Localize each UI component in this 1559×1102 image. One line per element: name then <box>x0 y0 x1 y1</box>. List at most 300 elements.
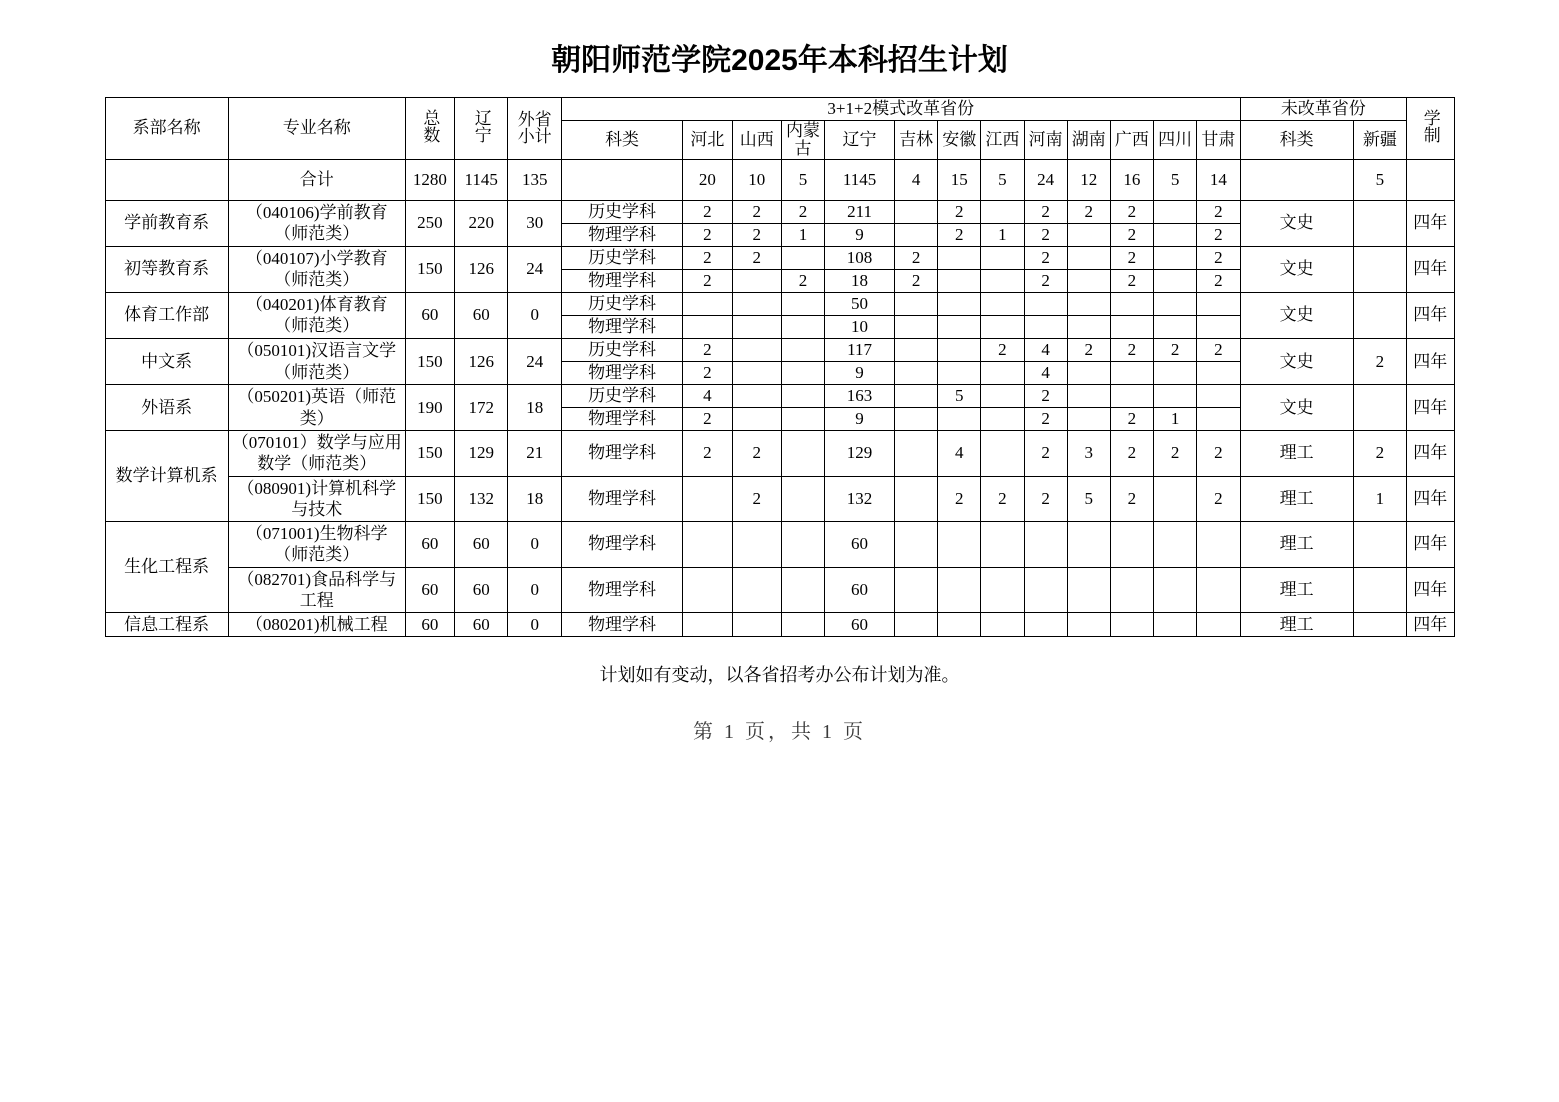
province-hunan <box>1067 385 1110 408</box>
province-neimenggu <box>781 246 824 269</box>
major-name: （070101）数学与应用数学（师范类） <box>228 431 405 477</box>
province-neimenggu <box>781 408 824 431</box>
province-sichuan <box>1154 223 1197 246</box>
province-jiangxi <box>981 522 1024 568</box>
province-gansu <box>1197 315 1240 338</box>
header-province-shanxi: 山西 <box>732 121 781 160</box>
province-henan: 2 <box>1024 385 1067 408</box>
major-name: （040106)学前教育（师范类） <box>228 200 405 246</box>
page-title: 朝阳师范学院2025年本科招生计划 <box>551 44 1008 77</box>
province-jiangxi: 2 <box>981 476 1024 522</box>
province-sichuan <box>1154 476 1197 522</box>
subject-category: 物理学科 <box>561 269 682 292</box>
province-anhui <box>938 292 981 315</box>
province-hebei: 2 <box>683 408 732 431</box>
province-liaoning: 163 <box>825 385 895 408</box>
major-total: 250 <box>405 200 454 246</box>
province-hebei <box>683 476 732 522</box>
dept-name: 初等教育系 <box>105 246 228 292</box>
province-jilin <box>894 613 937 637</box>
major-total: 150 <box>405 246 454 292</box>
province-gansu: 2 <box>1197 339 1240 362</box>
province-jiangxi <box>981 315 1024 338</box>
province-sichuan: 2 <box>1154 431 1197 477</box>
province-gansu: 2 <box>1197 269 1240 292</box>
subject-category: 物理学科 <box>561 362 682 385</box>
subject-category: 历史学科 <box>561 246 682 269</box>
header-subject-category-unreform: 科类 <box>1240 121 1353 160</box>
province-henan: 2 <box>1024 408 1067 431</box>
table-row <box>105 476 1454 522</box>
header-total-text: 总数 <box>420 108 440 143</box>
province-xinjiang <box>1353 522 1406 568</box>
summary-liaoning: 1145 <box>455 159 508 200</box>
summary-province-gansu: 14 <box>1197 159 1240 200</box>
subject-category: 历史学科 <box>561 292 682 315</box>
province-sichuan <box>1154 200 1197 223</box>
header-province-xinjiang: 新疆 <box>1353 121 1406 160</box>
header-out-province-subtotal <box>508 98 561 160</box>
province-gansu <box>1197 362 1240 385</box>
table-row <box>105 567 1454 613</box>
dept-name: 生化工程系 <box>105 522 228 613</box>
province-shanxi <box>732 408 781 431</box>
province-jilin <box>894 223 937 246</box>
province-anhui <box>938 567 981 613</box>
province-gansu: 2 <box>1197 431 1240 477</box>
major-total: 150 <box>405 476 454 522</box>
province-gansu <box>1197 613 1240 637</box>
province-hunan <box>1067 315 1110 338</box>
summary-row <box>105 159 1454 200</box>
province-guangxi: 2 <box>1110 246 1153 269</box>
table-head <box>105 98 1454 160</box>
province-henan: 4 <box>1024 362 1067 385</box>
province-neimenggu <box>781 476 824 522</box>
province-guangxi: 2 <box>1110 269 1153 292</box>
province-xinjiang <box>1353 385 1406 431</box>
duration: 四年 <box>1407 339 1454 385</box>
header-province-gansu: 甘肃 <box>1197 121 1240 160</box>
table-row <box>105 292 1454 315</box>
header-liaoning <box>455 98 508 160</box>
province-anhui: 2 <box>938 476 981 522</box>
province-gansu <box>1197 522 1240 568</box>
major-liaoning: 126 <box>455 339 508 385</box>
major-out-subtotal: 0 <box>508 567 561 613</box>
province-liaoning: 60 <box>825 567 895 613</box>
summary-province-guangxi: 16 <box>1110 159 1153 200</box>
province-hunan <box>1067 246 1110 269</box>
province-hebei: 2 <box>683 362 732 385</box>
province-anhui <box>938 362 981 385</box>
province-guangxi <box>1110 385 1153 408</box>
table-row <box>105 613 1454 637</box>
province-shanxi: 2 <box>732 223 781 246</box>
subject-category: 历史学科 <box>561 339 682 362</box>
duration: 四年 <box>1407 476 1454 522</box>
province-shanxi: 2 <box>732 476 781 522</box>
province-hunan <box>1067 613 1110 637</box>
summary-province-henan: 24 <box>1024 159 1067 200</box>
province-gansu <box>1197 567 1240 613</box>
province-sichuan <box>1154 292 1197 315</box>
duration: 四年 <box>1407 385 1454 431</box>
province-guangxi: 2 <box>1110 408 1153 431</box>
province-xinjiang: 1 <box>1353 476 1406 522</box>
dept-name: 体育工作部 <box>105 292 228 338</box>
province-sichuan <box>1154 522 1197 568</box>
table-row <box>105 522 1454 568</box>
major-out-subtotal: 18 <box>508 476 561 522</box>
dept-name: 中文系 <box>105 339 228 385</box>
summary-province-jiangxi: 5 <box>981 159 1024 200</box>
header-major: 专业名称 <box>228 98 405 160</box>
summary-duration <box>1407 159 1454 200</box>
province-anhui: 4 <box>938 431 981 477</box>
province-neimenggu <box>781 431 824 477</box>
province-hunan <box>1067 522 1110 568</box>
summary-label: 合计 <box>228 159 405 200</box>
summary-total: 1280 <box>405 159 454 200</box>
province-henan <box>1024 292 1067 315</box>
province-hunan <box>1067 292 1110 315</box>
header-province-hunan: 湖南 <box>1067 121 1110 160</box>
header-province-sichuan: 四川 <box>1154 121 1197 160</box>
province-xinjiang <box>1353 200 1406 246</box>
province-guangxi <box>1110 362 1153 385</box>
province-jilin <box>894 385 937 408</box>
province-hunan <box>1067 362 1110 385</box>
province-guangxi <box>1110 522 1153 568</box>
province-jiangxi <box>981 385 1024 408</box>
province-shanxi <box>732 362 781 385</box>
province-guangxi: 2 <box>1110 431 1153 477</box>
summary-province-hebei: 20 <box>683 159 732 200</box>
province-jiangxi: 1 <box>981 223 1024 246</box>
major-name: （050101)汉语言文学（师范类） <box>228 339 405 385</box>
summary-subject-category <box>561 159 682 200</box>
province-jiangxi <box>981 269 1024 292</box>
province-anhui <box>938 246 981 269</box>
province-guangxi <box>1110 613 1153 637</box>
province-neimenggu: 2 <box>781 269 824 292</box>
province-shanxi <box>732 269 781 292</box>
header-province-liaoning: 辽宁 <box>825 121 895 160</box>
province-liaoning: 9 <box>825 362 895 385</box>
province-henan: 2 <box>1024 200 1067 223</box>
dept-name: 学前教育系 <box>105 200 228 246</box>
header-row-1 <box>105 98 1454 121</box>
major-name: （050201)英语（师范类） <box>228 385 405 431</box>
table-row <box>105 200 1454 223</box>
province-shanxi: 2 <box>732 246 781 269</box>
province-neimenggu <box>781 567 824 613</box>
major-out-subtotal: 0 <box>508 292 561 338</box>
province-sichuan <box>1154 385 1197 408</box>
province-gansu: 2 <box>1197 246 1240 269</box>
province-xinjiang <box>1353 292 1406 338</box>
province-jilin <box>894 431 937 477</box>
header-dept: 系部名称 <box>105 98 228 160</box>
province-henan <box>1024 522 1067 568</box>
table-container <box>0 97 1559 637</box>
major-name: （040201)体育教育（师范类） <box>228 292 405 338</box>
major-total: 150 <box>405 431 454 477</box>
summary-province-neimenggu: 5 <box>781 159 824 200</box>
footnote: 计划如有变动，以各省招考办公布计划为准。 <box>599 665 960 686</box>
summary-province-anhui: 15 <box>938 159 981 200</box>
major-out-subtotal: 30 <box>508 200 561 246</box>
summary-province-shanxi: 10 <box>732 159 781 200</box>
province-guangxi: 2 <box>1110 223 1153 246</box>
province-henan: 2 <box>1024 223 1067 246</box>
province-sichuan <box>1154 246 1197 269</box>
province-neimenggu <box>781 292 824 315</box>
province-jilin: 2 <box>894 269 937 292</box>
province-shanxi <box>732 385 781 408</box>
province-liaoning: 60 <box>825 522 895 568</box>
province-liaoning: 50 <box>825 292 895 315</box>
province-jiangxi <box>981 292 1024 315</box>
province-henan: 2 <box>1024 476 1067 522</box>
province-anhui: 2 <box>938 200 981 223</box>
province-jiangxi <box>981 246 1024 269</box>
province-shanxi: 2 <box>732 431 781 477</box>
province-anhui: 5 <box>938 385 981 408</box>
header-province-guangxi: 广西 <box>1110 121 1153 160</box>
province-jiangxi <box>981 431 1024 477</box>
province-guangxi <box>1110 292 1153 315</box>
major-liaoning: 172 <box>455 385 508 431</box>
province-liaoning: 117 <box>825 339 895 362</box>
summary-province-xinjiang: 5 <box>1353 159 1406 200</box>
subject-category-unreform: 文史 <box>1240 385 1353 431</box>
header-out-line1: 外省 <box>517 109 552 129</box>
province-henan: 4 <box>1024 339 1067 362</box>
duration: 四年 <box>1407 567 1454 613</box>
province-xinjiang <box>1353 567 1406 613</box>
subject-category-unreform: 文史 <box>1240 339 1353 385</box>
province-shanxi <box>732 613 781 637</box>
province-jiangxi: 2 <box>981 339 1024 362</box>
province-jilin <box>894 315 937 338</box>
province-gansu <box>1197 408 1240 431</box>
header-province-anhui: 安徽 <box>938 121 981 160</box>
province-gansu: 2 <box>1197 223 1240 246</box>
header-province-jilin: 吉林 <box>894 121 937 160</box>
province-henan: 2 <box>1024 431 1067 477</box>
major-liaoning: 220 <box>455 200 508 246</box>
province-shanxi <box>732 522 781 568</box>
province-anhui <box>938 339 981 362</box>
province-jilin <box>894 408 937 431</box>
province-xinjiang <box>1353 246 1406 292</box>
subject-category-unreform: 理工 <box>1240 613 1353 637</box>
major-out-subtotal: 0 <box>508 522 561 568</box>
header-province-hebei: 河北 <box>683 121 732 160</box>
province-sichuan <box>1154 362 1197 385</box>
province-jiangxi <box>981 613 1024 637</box>
major-out-subtotal: 21 <box>508 431 561 477</box>
duration: 四年 <box>1407 292 1454 338</box>
major-total: 60 <box>405 567 454 613</box>
province-hebei <box>683 613 732 637</box>
header-province-jiangxi: 江西 <box>981 121 1024 160</box>
province-xinjiang <box>1353 613 1406 637</box>
header-province-henan: 河南 <box>1024 121 1067 160</box>
major-liaoning: 60 <box>455 522 508 568</box>
province-liaoning: 10 <box>825 315 895 338</box>
table-row <box>105 431 1454 477</box>
province-anhui <box>938 613 981 637</box>
summary-subject-category-unreform <box>1240 159 1353 200</box>
summary-out-subtotal: 135 <box>508 159 561 200</box>
province-sichuan: 1 <box>1154 408 1197 431</box>
province-sichuan <box>1154 613 1197 637</box>
subject-category: 物理学科 <box>561 223 682 246</box>
province-xinjiang: 2 <box>1353 431 1406 477</box>
province-gansu: 2 <box>1197 200 1240 223</box>
province-hebei: 2 <box>683 339 732 362</box>
province-guangxi <box>1110 315 1153 338</box>
province-neimenggu <box>781 362 824 385</box>
header-out-line2: 小计 <box>517 127 552 147</box>
province-xinjiang: 2 <box>1353 339 1406 385</box>
province-anhui <box>938 408 981 431</box>
summary-province-jilin: 4 <box>894 159 937 200</box>
major-name: （071001)生物科学（师范类） <box>228 522 405 568</box>
province-neimenggu: 1 <box>781 223 824 246</box>
province-hebei <box>683 567 732 613</box>
province-henan: 2 <box>1024 269 1067 292</box>
province-liaoning: 9 <box>825 223 895 246</box>
header-liaoning-text: 辽宁 <box>471 108 491 143</box>
province-gansu <box>1197 385 1240 408</box>
province-hunan <box>1067 408 1110 431</box>
province-henan <box>1024 613 1067 637</box>
subject-category-unreform: 理工 <box>1240 522 1353 568</box>
province-jilin: 2 <box>894 246 937 269</box>
province-jilin <box>894 292 937 315</box>
province-jilin <box>894 362 937 385</box>
province-hunan <box>1067 223 1110 246</box>
major-liaoning: 126 <box>455 246 508 292</box>
dept-name: 外语系 <box>105 385 228 431</box>
province-neimenggu <box>781 613 824 637</box>
header-province-neimenggu: 内蒙古 <box>781 121 824 160</box>
major-out-subtotal: 24 <box>508 246 561 292</box>
province-guangxi: 2 <box>1110 200 1153 223</box>
header-subject-category: 科类 <box>561 121 682 160</box>
province-neimenggu: 2 <box>781 200 824 223</box>
duration: 四年 <box>1407 431 1454 477</box>
province-hebei: 2 <box>683 246 732 269</box>
subject-category-unreform: 文史 <box>1240 200 1353 246</box>
province-hebei: 2 <box>683 431 732 477</box>
table-row <box>105 246 1454 269</box>
subject-category: 物理学科 <box>561 567 682 613</box>
header-duration-text: 学制 <box>1420 108 1440 143</box>
header-duration <box>1407 98 1454 160</box>
province-shanxi <box>732 567 781 613</box>
province-liaoning: 60 <box>825 613 895 637</box>
major-total: 190 <box>405 385 454 431</box>
province-hunan <box>1067 567 1110 613</box>
province-hebei <box>683 315 732 338</box>
province-liaoning: 132 <box>825 476 895 522</box>
province-neimenggu <box>781 315 824 338</box>
province-jiangxi <box>981 362 1024 385</box>
major-total: 60 <box>405 292 454 338</box>
duration: 四年 <box>1407 613 1454 637</box>
province-jiangxi <box>981 408 1024 431</box>
province-jilin <box>894 339 937 362</box>
province-jilin <box>894 476 937 522</box>
header-total <box>405 98 454 160</box>
province-hunan: 2 <box>1067 339 1110 362</box>
province-shanxi <box>732 315 781 338</box>
summary-dept <box>105 159 228 200</box>
province-anhui <box>938 315 981 338</box>
subject-category: 历史学科 <box>561 385 682 408</box>
province-liaoning: 129 <box>825 431 895 477</box>
province-anhui <box>938 269 981 292</box>
summary-province-hunan: 12 <box>1067 159 1110 200</box>
major-total: 60 <box>405 522 454 568</box>
major-out-subtotal: 0 <box>508 613 561 637</box>
duration: 四年 <box>1407 522 1454 568</box>
province-anhui: 2 <box>938 223 981 246</box>
major-liaoning: 60 <box>455 292 508 338</box>
major-liaoning: 60 <box>455 567 508 613</box>
major-total: 150 <box>405 339 454 385</box>
subject-category-unreform: 理工 <box>1240 431 1353 477</box>
subject-category-unreform: 文史 <box>1240 246 1353 292</box>
subject-category-unreform: 理工 <box>1240 567 1353 613</box>
major-total: 60 <box>405 613 454 637</box>
duration: 四年 <box>1407 200 1454 246</box>
major-name: （040107)小学教育（师范类） <box>228 246 405 292</box>
province-shanxi <box>732 292 781 315</box>
province-hebei <box>683 292 732 315</box>
subject-category: 物理学科 <box>561 431 682 477</box>
province-hunan: 3 <box>1067 431 1110 477</box>
header-group-reform: 3+1+2模式改革省份 <box>561 98 1240 121</box>
province-jilin <box>894 522 937 568</box>
province-shanxi <box>732 339 781 362</box>
dept-name: 信息工程系 <box>105 613 228 637</box>
province-jilin <box>894 200 937 223</box>
page-indicator: 第 1 页，共 1 页 <box>693 721 866 744</box>
subject-category: 物理学科 <box>561 408 682 431</box>
major-liaoning: 60 <box>455 613 508 637</box>
province-jiangxi <box>981 200 1024 223</box>
header-group-unreform: 未改革省份 <box>1240 98 1407 121</box>
province-hebei <box>683 522 732 568</box>
province-guangxi: 2 <box>1110 476 1153 522</box>
major-name: （080201)机械工程 <box>228 613 405 637</box>
province-hebei: 4 <box>683 385 732 408</box>
province-hunan: 5 <box>1067 476 1110 522</box>
province-hebei: 2 <box>683 200 732 223</box>
province-sichuan <box>1154 315 1197 338</box>
subject-category-unreform: 文史 <box>1240 292 1353 338</box>
province-hunan <box>1067 269 1110 292</box>
subject-category: 物理学科 <box>561 522 682 568</box>
province-liaoning: 108 <box>825 246 895 269</box>
province-hebei: 2 <box>683 223 732 246</box>
